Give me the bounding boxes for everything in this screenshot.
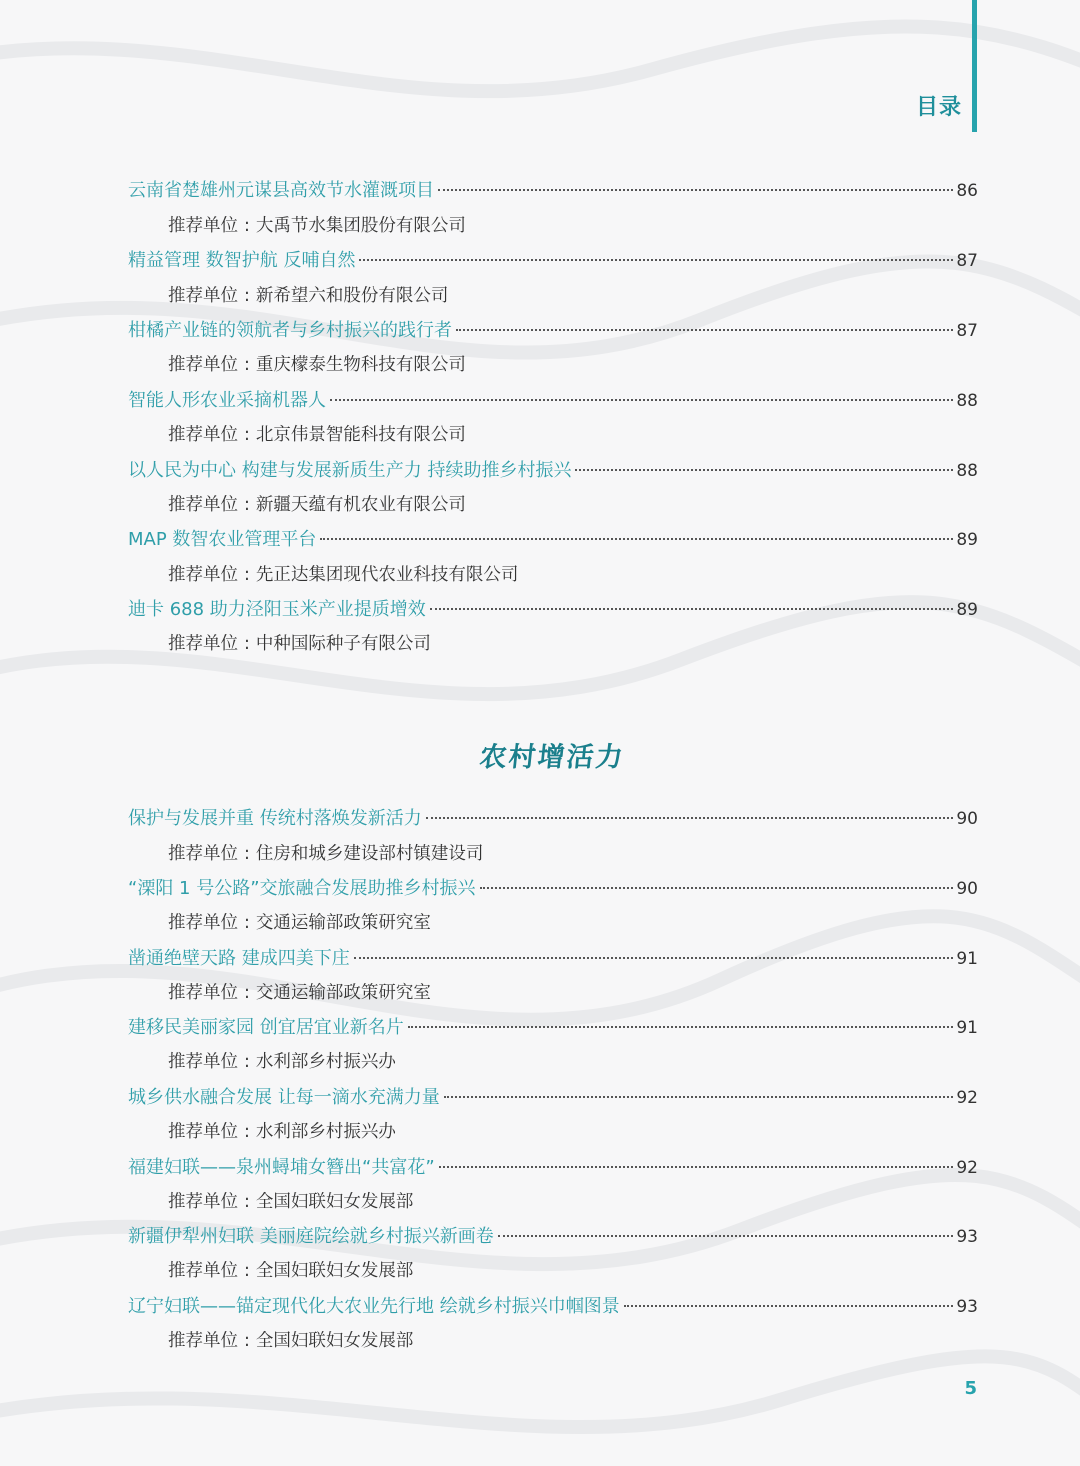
dot-leader [426,817,954,819]
toc-entry[interactable] [128,944,978,974]
toc-entry-title[interactable]: 云南省楚雄州元谋县高效节水灌溉项目 [128,180,434,201]
recommender-org: 水利部乡村振兴办 [255,1052,396,1072]
toc-recommender: 推荐单位 : 中种国际种子有限公司 [168,634,431,654]
toc-entry[interactable] [128,386,978,416]
toc-recommender: 推荐单位 : 交通运输部政策研究室 [168,913,431,933]
dot-leader [624,1305,954,1307]
header-accent-bar [972,0,977,132]
toc-page-number: 87 [956,321,978,341]
toc-recommender: 推荐单位 : 全国妇联妇女发展部 [168,1261,414,1281]
toc-entry[interactable] [128,246,978,276]
toc-recommender: 推荐单位 : 新希望六和股份有限公司 [168,286,449,306]
dot-leader [408,1026,954,1028]
recommender-label: 推荐单位 [168,1331,238,1351]
recommender-label: 推荐单位 [168,286,238,306]
recommender-org: 交通运输部政策研究室 [255,983,431,1003]
recommender-label: 推荐单位 [168,216,238,236]
dot-leader [480,887,954,889]
toc-page-number: 92 [956,1158,978,1178]
toc-entry-title[interactable]: “溧阳 1 号公路”交旅融合发展助推乡村振兴 [128,878,476,899]
toc-entry[interactable] [128,525,978,555]
recommender-org: 全国妇联妇女发展部 [255,1192,414,1212]
recommender-label: 推荐单位 [168,495,238,515]
toc-recommender: 推荐单位 : 大禹节水集团股份有限公司 [168,216,466,236]
toc-entry-title[interactable]: 凿通绝壁天路 建成四美下庄 [128,948,350,969]
recommender-org: 交通运输部政策研究室 [255,913,431,933]
toc-recommender: 推荐单位 : 全国妇联妇女发展部 [168,1192,414,1212]
toc-entry[interactable] [128,316,978,346]
recommender-org: 北京伟景智能科技有限公司 [255,425,466,445]
toc-entry-title[interactable]: 迪卡 688 助力泾阳玉米产业提质增效 [128,599,426,620]
toc-entry[interactable] [128,1222,978,1252]
toc-page-number: 89 [956,530,978,550]
page-header-title: 目录 [915,95,962,120]
toc-entry-title[interactable]: 保护与发展并重 传统村落焕发新活力 [128,808,422,829]
recommender-label: 推荐单位 [168,425,238,445]
toc-entry[interactable] [128,1153,978,1183]
dot-leader [439,1166,954,1168]
recommender-org: 中种国际种子有限公司 [255,634,431,654]
toc-entry[interactable] [128,595,978,625]
recommender-org: 新希望六和股份有限公司 [255,286,449,306]
toc-page-number: 93 [956,1227,978,1247]
toc-recommender: 推荐单位 : 交通运输部政策研究室 [168,983,431,1003]
toc-entry-title[interactable]: MAP 数智农业管理平台 [128,529,317,550]
dot-leader [359,259,953,261]
toc-recommender: 推荐单位 : 水利部乡村振兴办 [168,1052,396,1072]
toc-entry-title[interactable]: 城乡供水融合发展 让每一滴水充满力量 [128,1087,440,1108]
recommender-org: 重庆檬泰生物科技有限公司 [255,355,466,375]
toc-page-number: 87 [956,251,978,271]
recommender-label: 推荐单位 [168,355,238,375]
dot-leader [498,1235,954,1237]
toc-entry-title[interactable]: 辽宁妇联——锚定现代化大农业先行地 绘就乡村振兴巾帼图景 [128,1296,620,1317]
recommender-label: 推荐单位 [168,844,238,864]
recommender-label: 推荐单位 [168,1052,238,1072]
recommender-org: 全国妇联妇女发展部 [255,1261,414,1281]
toc-entry[interactable] [128,176,978,206]
recommender-org: 先正达集团现代农业科技有限公司 [255,565,519,585]
toc-recommender: 推荐单位 : 新疆天蕴有机农业有限公司 [168,495,466,515]
toc-recommender: 推荐单位 : 住房和城乡建设部村镇建设司 [168,844,484,864]
toc-page-number: 91 [956,1018,978,1038]
toc-entry-title[interactable]: 精益管理 数智护航 反哺自然 [128,250,356,271]
toc-entry-title[interactable]: 智能人形农业采摘机器人 [128,390,326,411]
toc-page-number: 93 [956,1297,978,1317]
recommender-org: 大禹节水集团股份有限公司 [255,216,466,236]
toc-recommender: 推荐单位 : 重庆檬泰生物科技有限公司 [168,355,466,375]
recommender-label: 推荐单位 [168,634,238,654]
recommender-org: 水利部乡村振兴办 [255,1122,396,1142]
toc-page-number: 90 [956,879,978,899]
recommender-label: 推荐单位 [168,1192,238,1212]
recommender-label: 推荐单位 [168,913,238,933]
toc-entry[interactable] [128,1083,978,1113]
dot-leader [354,957,954,959]
toc-entry[interactable] [128,874,978,904]
toc-entry-title[interactable]: 新疆伊犁州妇联 美丽庭院绘就乡村振兴新画卷 [128,1226,494,1247]
toc-recommender: 推荐单位 : 水利部乡村振兴办 [168,1122,396,1142]
toc-recommender: 推荐单位 : 北京伟景智能科技有限公司 [168,425,466,445]
toc-entry[interactable] [128,1292,978,1322]
toc-page-number: 92 [956,1088,978,1108]
dot-leader [575,469,953,471]
dot-leader [430,608,954,610]
section-heading [0,735,1080,774]
dot-leader [438,189,953,191]
recommender-label: 推荐单位 [168,1261,238,1281]
toc-page-number: 91 [956,949,978,969]
page-number: 5 [964,1378,977,1399]
section-heading-text: 农村增活力 [477,742,626,773]
recommender-org: 全国妇联妇女发展部 [255,1331,414,1351]
dot-leader [330,399,953,401]
toc-page-number: 88 [956,391,978,411]
recommender-org: 新疆天蕴有机农业有限公司 [255,495,466,515]
toc-entry[interactable] [128,456,978,486]
toc-entry-title[interactable]: 以人民为中心 构建与发展新质生产力 持续助推乡村振兴 [128,460,572,481]
dot-leader [444,1096,954,1098]
toc-recommender: 推荐单位 : 先正达集团现代农业科技有限公司 [168,565,519,585]
toc-entry-title[interactable]: 福建妇联——泉州蟳埔女簪出“共富花” [128,1157,435,1178]
recommender-label: 推荐单位 [168,1122,238,1142]
toc-entry-title[interactable]: 柑橘产业链的领航者与乡村振兴的践行者 [128,320,452,341]
recommender-label: 推荐单位 [168,565,238,585]
toc-entry-title[interactable]: 建移民美丽家园 创宜居宜业新名片 [128,1017,404,1038]
toc-recommender: 推荐单位 : 全国妇联妇女发展部 [168,1331,414,1351]
dot-leader [320,538,953,540]
toc-page-number: 90 [956,809,978,829]
toc-page-number: 89 [956,600,978,620]
recommender-label: 推荐单位 [168,983,238,1003]
toc-entry[interactable] [128,1013,978,1043]
toc-page-number: 88 [956,461,978,481]
toc-entry[interactable] [128,804,978,834]
recommender-org: 住房和城乡建设部村镇建设司 [255,844,484,864]
dot-leader [456,329,953,331]
toc-page-number: 86 [956,181,978,201]
